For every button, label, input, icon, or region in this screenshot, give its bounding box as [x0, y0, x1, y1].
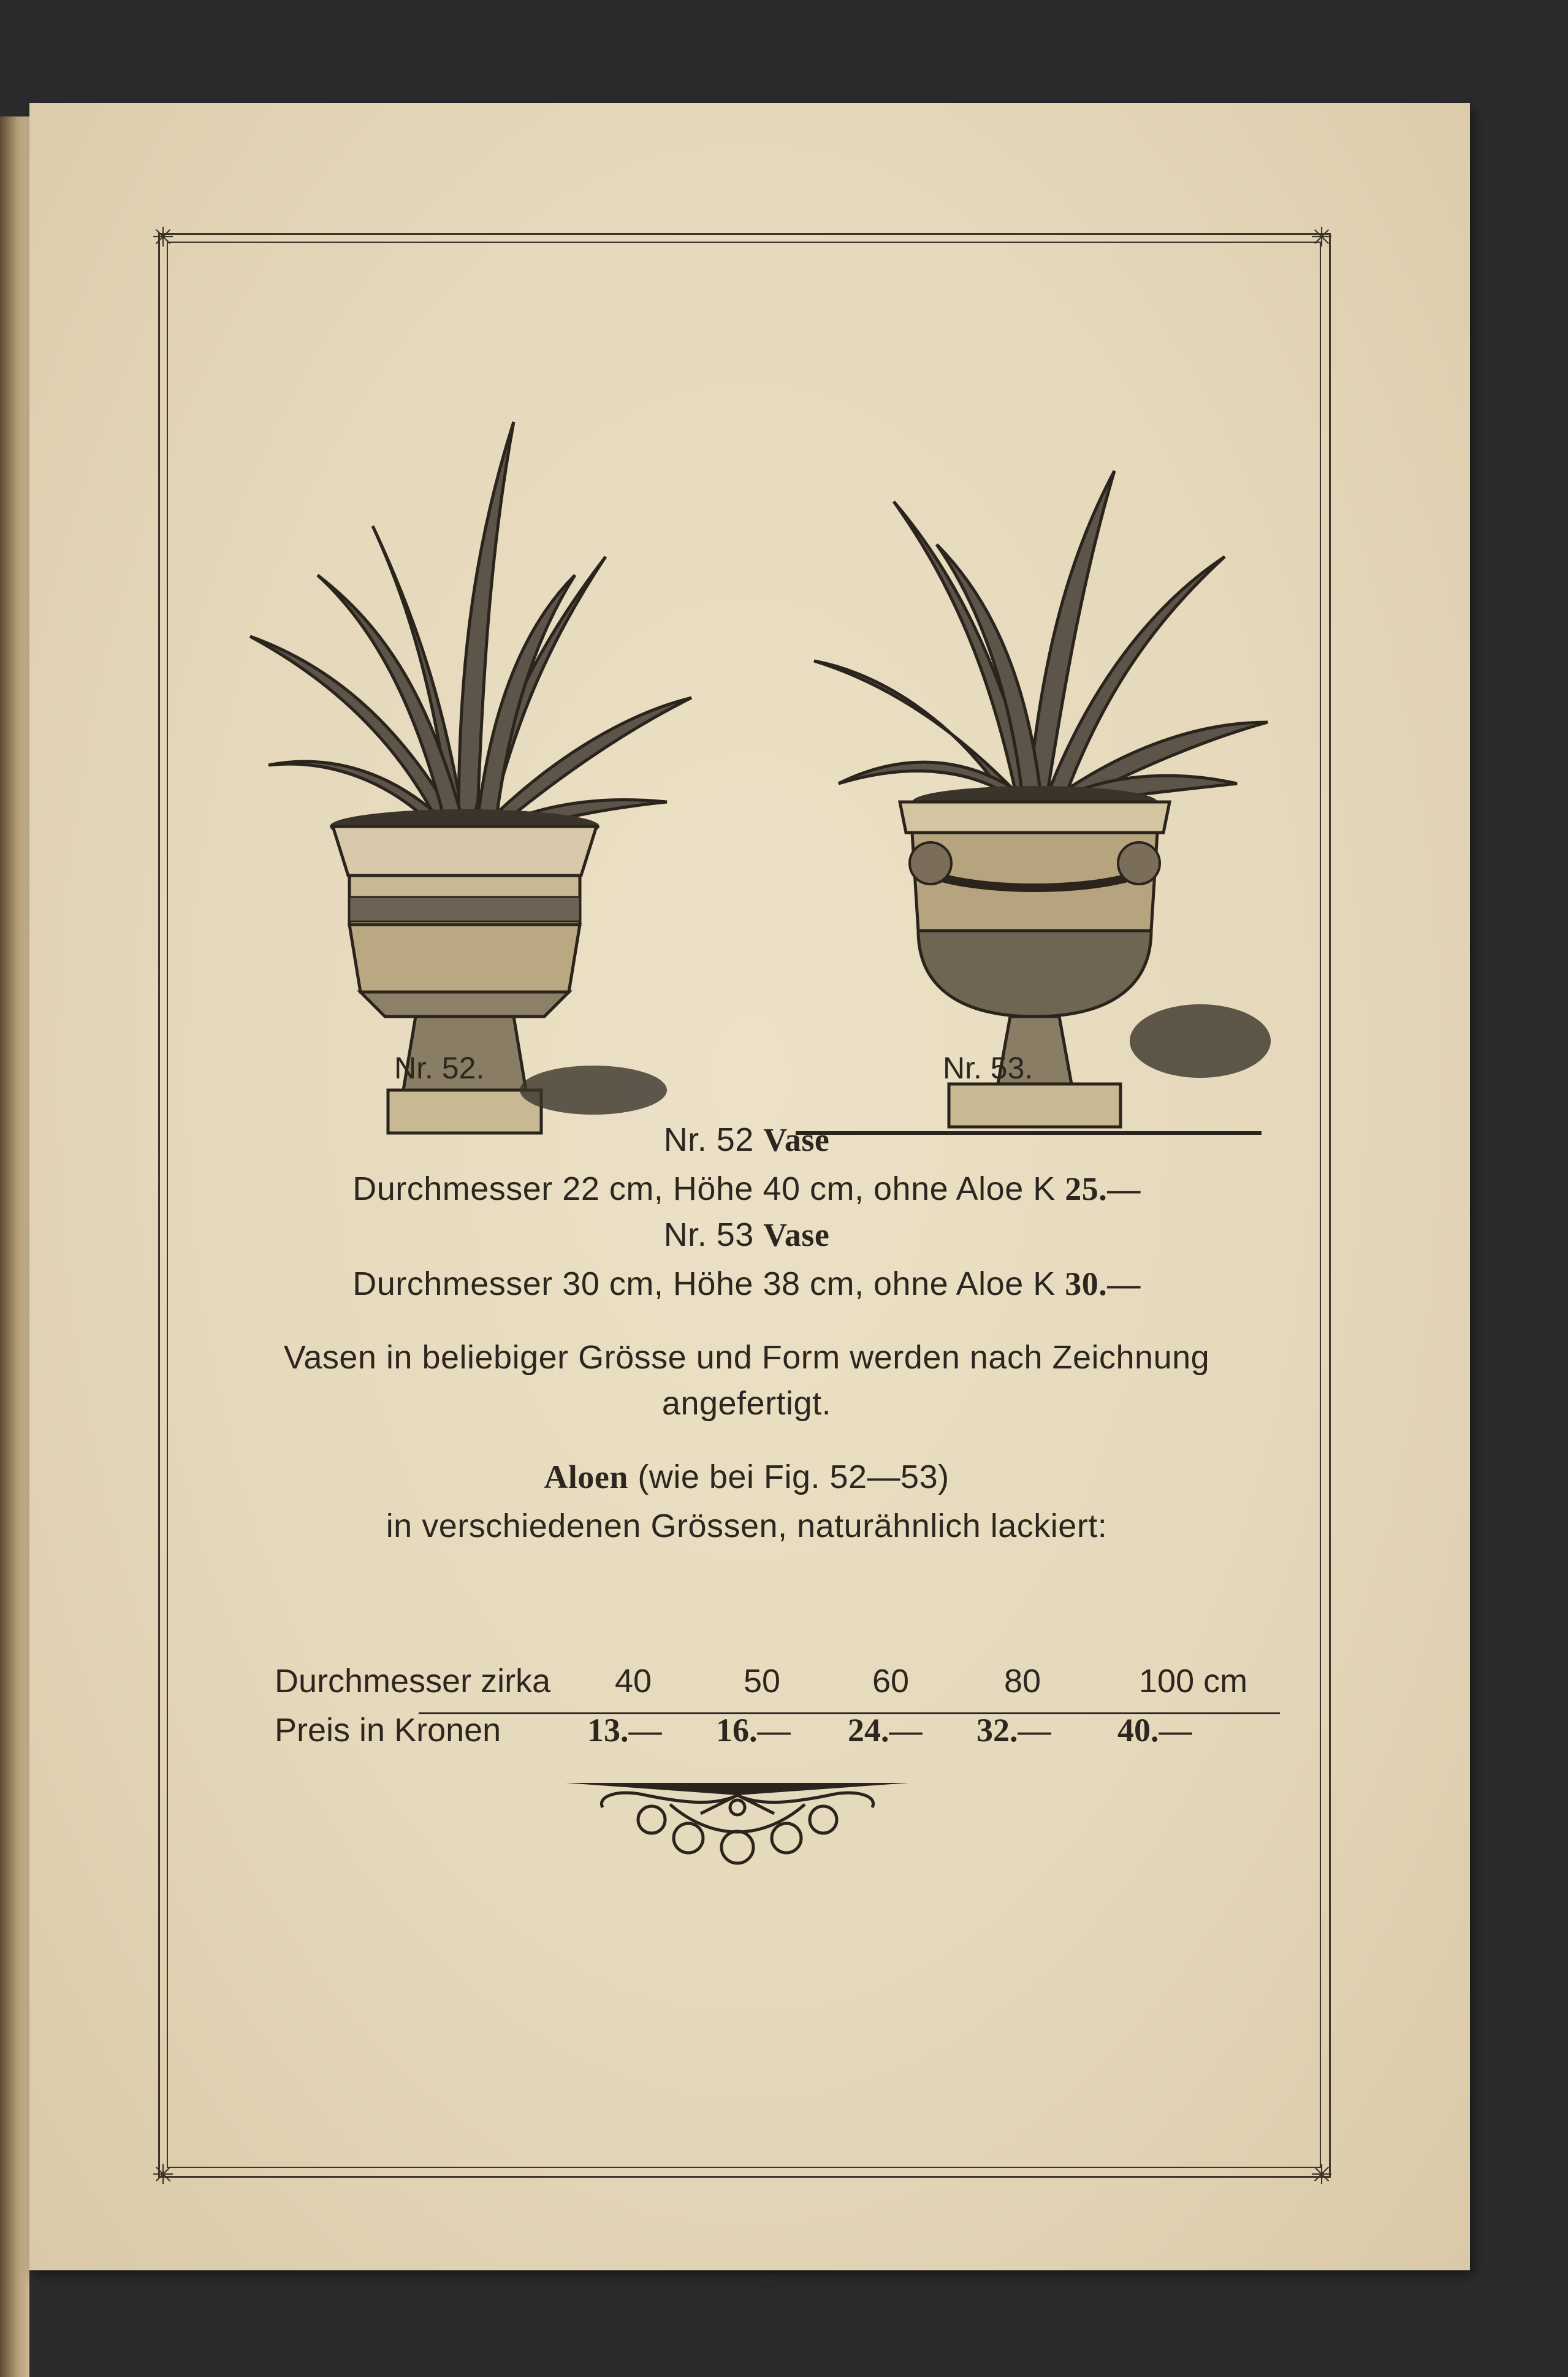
size-row: [275, 1657, 1280, 1706]
size-label: Durchmesser zirka: [275, 1663, 551, 1700]
aloen-title-suffix: (wie bei Fig. 52—53): [637, 1459, 950, 1495]
product-53-specs-text: Durchmesser 30 cm, Höhe 38 cm, ohne Aloe K: [352, 1265, 1056, 1302]
aloen-price-table: [275, 1657, 1280, 1755]
frame-corner-ornament: ✳: [151, 223, 175, 253]
book-spine: [0, 116, 29, 2377]
price-label: Preis in Kronen: [275, 1712, 501, 1749]
size-value: 80: [1004, 1663, 1041, 1700]
size-value: 100 cm: [1139, 1663, 1248, 1700]
frame-corner-ornament: ✳: [1310, 2160, 1333, 2190]
product-52-specs-text: Durchmesser 22 cm, Höhe 40 cm, ohne Aloe K: [352, 1170, 1056, 1207]
product-52-specs: [189, 1170, 1304, 1208]
product-52-price: 25.—: [1065, 1170, 1141, 1207]
aloen-subtitle: in verschiedenen Grössen, naturähnlich lackiert:: [386, 1508, 1108, 1544]
catalog-page: [29, 103, 1470, 2293]
price-value: 16.—: [716, 1712, 791, 1749]
decorative-ornament: [560, 1771, 915, 1869]
aloen-title: [189, 1458, 1304, 1496]
price-value: 40.—: [1117, 1712, 1192, 1749]
custom-order-note-line1: Vasen in beliebiger Grösse und Form werden nach Zeichnung: [283, 1339, 1210, 1376]
size-value: 50: [744, 1663, 781, 1700]
figure-caption-52: Nr. 52.: [394, 1051, 485, 1085]
size-value: 60: [872, 1663, 910, 1700]
product-53-specs: [189, 1265, 1304, 1303]
product-53-heading: [189, 1216, 1304, 1254]
product-53-name: Vase: [763, 1216, 830, 1253]
product-53-price: 30.—: [1065, 1265, 1141, 1302]
product-53-nr: Nr. 53: [663, 1216, 754, 1253]
page-number: 45: [755, 2270, 775, 2293]
aloen-title-name: Aloen: [544, 1459, 628, 1495]
product-52-nr: Nr. 52: [663, 1121, 754, 1158]
price-value: 24.—: [848, 1712, 923, 1749]
price-value: 13.—: [587, 1712, 662, 1749]
product-52-name: Vase: [763, 1121, 830, 1158]
product-52-heading: [189, 1121, 1304, 1159]
frame-corner-ornament: ✳: [1310, 223, 1333, 253]
vase-52-illustration: [201, 373, 704, 1139]
price-row: [275, 1706, 1280, 1755]
vase-53-illustration: [783, 403, 1274, 1151]
price-value: 32.—: [976, 1712, 1051, 1749]
size-value: 40: [615, 1663, 652, 1700]
custom-order-note-line2: angefertigt.: [661, 1385, 832, 1422]
frame-corner-ornament: ✳: [151, 2160, 175, 2190]
figure-caption-53: Nr. 53.: [943, 1051, 1033, 1085]
